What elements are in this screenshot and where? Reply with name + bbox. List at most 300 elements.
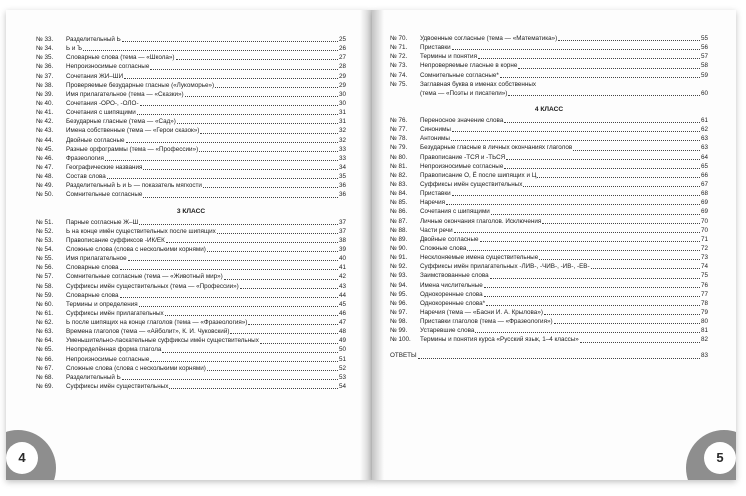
entry-number: № 64. bbox=[36, 337, 54, 345]
leader-dots bbox=[491, 214, 700, 215]
leader-dots bbox=[122, 41, 338, 42]
toc-entry bbox=[390, 180, 708, 189]
entry-title: Однокоренные слова bbox=[420, 290, 483, 298]
leader-dots bbox=[215, 87, 338, 88]
entry-number: № 48. bbox=[36, 173, 54, 181]
entry-page: 69 bbox=[700, 199, 708, 207]
entry-title: Несклоняемые имена существительные bbox=[420, 254, 539, 262]
entry-number: № 82. bbox=[390, 171, 408, 179]
entry-number: № 97. bbox=[390, 308, 408, 316]
entry-title: Проверяемые безударные гласные («Лукоморье») bbox=[66, 81, 215, 89]
entry-page: 47 bbox=[338, 319, 346, 327]
toc-entry bbox=[36, 35, 346, 44]
entry-number: № 39. bbox=[36, 90, 54, 98]
toc-entry bbox=[390, 52, 708, 61]
entry-number: № 72. bbox=[390, 53, 408, 61]
leader-dots bbox=[139, 224, 338, 225]
leader-dots bbox=[467, 250, 700, 251]
entry-number: № 34. bbox=[36, 45, 54, 53]
leader-dots bbox=[143, 197, 338, 198]
entry-title: Правописание -ТСЯ и -ТЬСЯ bbox=[420, 153, 506, 161]
entry-title: Ь и Ъ bbox=[66, 45, 83, 53]
leader-dots bbox=[143, 169, 338, 170]
toc-entry bbox=[390, 244, 708, 253]
toc-entry bbox=[36, 318, 346, 327]
entry-number: № 70. bbox=[390, 34, 408, 42]
leader-dots bbox=[124, 78, 338, 79]
toc-entry bbox=[390, 71, 708, 80]
entry-number: № 56. bbox=[36, 264, 54, 272]
entry-title: Имена собственные (тема — «Герои сказок») bbox=[66, 127, 200, 135]
left-page bbox=[6, 10, 372, 480]
leader-dots bbox=[260, 343, 338, 344]
entry-page: 33 bbox=[338, 145, 346, 153]
entry-number: № 89. bbox=[390, 235, 408, 243]
entry-number: № 59. bbox=[36, 291, 54, 299]
toc-entry bbox=[36, 190, 346, 199]
entry-page: 67 bbox=[700, 180, 708, 188]
toc-entry bbox=[36, 300, 346, 309]
leader-dots bbox=[230, 333, 338, 334]
leader-dots bbox=[150, 361, 338, 362]
leader-dots bbox=[207, 370, 338, 371]
toc-entry bbox=[390, 143, 708, 152]
entry-page: 30 bbox=[338, 99, 346, 107]
leader-dots bbox=[169, 388, 338, 389]
entry-title: Непроизносимые согласные bbox=[66, 355, 150, 363]
leader-dots bbox=[122, 379, 338, 380]
leader-dots bbox=[554, 323, 700, 324]
entry-title: Суффиксы имён существительных bbox=[420, 180, 523, 188]
entry-number: № 92. bbox=[390, 263, 408, 271]
leader-dots bbox=[140, 105, 338, 106]
entry-number: № 88. bbox=[390, 226, 408, 234]
entry-number: № 33. bbox=[36, 35, 54, 43]
toc-entry bbox=[390, 80, 708, 89]
leader-dots bbox=[504, 168, 700, 169]
entry-title: Сложные слова (слова с несколькими корнями) bbox=[66, 364, 206, 372]
entry-number: № 58. bbox=[36, 282, 54, 290]
section-heading-3: 3 КЛАСС bbox=[176, 207, 206, 215]
toc-entry bbox=[390, 317, 708, 326]
toc-entry bbox=[36, 62, 346, 71]
toc-entry bbox=[390, 281, 708, 290]
entry-page: 39 bbox=[338, 245, 346, 253]
entry-title: Фразеология bbox=[66, 154, 104, 162]
toc-entry bbox=[36, 346, 346, 355]
entry-page: 31 bbox=[338, 109, 346, 117]
page-badge-right bbox=[686, 430, 736, 480]
entry-page: 60 bbox=[700, 89, 708, 97]
entry-page: 29 bbox=[338, 72, 346, 80]
toc-entry bbox=[36, 227, 346, 236]
entry-number: № 46. bbox=[36, 154, 54, 162]
entry-page: 69 bbox=[700, 208, 708, 216]
toc-entry bbox=[390, 198, 708, 207]
entry-title: Термины и понятия bbox=[420, 53, 477, 61]
toc-entry bbox=[36, 245, 346, 254]
entry-page: 46 bbox=[338, 309, 346, 317]
leader-dots bbox=[217, 233, 338, 234]
leader-dots bbox=[537, 177, 700, 178]
entry-page: 36 bbox=[338, 191, 346, 199]
leader-dots bbox=[591, 268, 700, 269]
toc-entry bbox=[390, 226, 708, 235]
entry-title: Парные согласные Ж–Ш bbox=[66, 218, 139, 226]
entry-number: № 37. bbox=[36, 72, 54, 80]
toc-entry bbox=[390, 335, 708, 344]
leader-dots bbox=[177, 123, 338, 124]
toc-entry bbox=[390, 134, 708, 143]
entry-title: Словарные слова bbox=[66, 291, 119, 299]
entry-number: № 93. bbox=[390, 272, 408, 280]
entry-number: № 55. bbox=[36, 255, 54, 263]
entry-page: 52 bbox=[338, 364, 346, 372]
leader-dots bbox=[484, 287, 700, 288]
entry-page: 37 bbox=[338, 218, 346, 226]
entry-title: Сочетания с шипящими bbox=[420, 208, 490, 216]
entry-number: № 51. bbox=[36, 218, 54, 226]
toc-entry bbox=[390, 253, 708, 262]
entry-page: 71 bbox=[700, 235, 708, 243]
leader-dots bbox=[224, 279, 338, 280]
toc-entry bbox=[36, 154, 346, 163]
entry-title: Переносное значение слова bbox=[420, 116, 504, 124]
leader-dots bbox=[199, 151, 338, 152]
toc-entry bbox=[390, 162, 708, 171]
entry-title: Удвоенные согласные (тема — «Математика») bbox=[420, 34, 558, 42]
entry-number: № 53. bbox=[36, 236, 54, 244]
entry-number: № 35. bbox=[36, 54, 54, 62]
entry-number: № 100. bbox=[390, 336, 411, 344]
leader-dots bbox=[486, 305, 700, 306]
entry-number: № 63. bbox=[36, 328, 54, 336]
entry-title: Ь на конце имён существительных после шипящих bbox=[66, 227, 216, 235]
right-toc bbox=[390, 34, 708, 361]
leader-dots bbox=[452, 131, 700, 132]
entry-page: 56 bbox=[700, 44, 708, 52]
entry-title: Части речи bbox=[420, 226, 453, 234]
entry-title: Сочетания -ОРО-, -ОЛО- bbox=[66, 99, 139, 107]
leader-dots bbox=[128, 260, 338, 261]
leader-dots bbox=[539, 259, 700, 260]
leader-dots bbox=[166, 242, 338, 243]
entry-number: № 96. bbox=[390, 299, 408, 307]
toc-entry bbox=[390, 116, 708, 125]
leader-dots bbox=[518, 68, 700, 69]
entry-title: Однокоренные слова* bbox=[420, 299, 486, 307]
entry-title: Имена числительные bbox=[420, 281, 483, 289]
entry-page: 41 bbox=[338, 264, 346, 272]
entry-page: 63 bbox=[700, 144, 708, 152]
entry-title: Сочетания с шипящими bbox=[66, 109, 136, 117]
entry-title: Имя прилагательное (тема — «Сказки») bbox=[66, 90, 184, 98]
toc-entry bbox=[36, 291, 346, 300]
toc-entry bbox=[390, 34, 708, 43]
toc-entry bbox=[36, 282, 346, 291]
entry-title: Двойные согласные bbox=[420, 235, 479, 243]
entry-title: Непроверяемые гласные в корне bbox=[420, 62, 518, 70]
entry-page: 49 bbox=[338, 337, 346, 345]
entry-title: Наречия (тема — «Басни И. А. Крылова») bbox=[420, 308, 543, 316]
entry-number: № 73. bbox=[390, 62, 408, 70]
entry-page: 66 bbox=[700, 171, 708, 179]
toc-entry bbox=[36, 218, 346, 227]
entry-title: Сомнительные согласные bbox=[66, 191, 143, 199]
entry-title: Термины и определения bbox=[66, 300, 138, 308]
leader-dots bbox=[500, 77, 700, 78]
toc-entry bbox=[390, 262, 708, 271]
entry-page: 64 bbox=[700, 153, 708, 161]
entry-title: Суффиксы имён существительных bbox=[66, 383, 169, 391]
leader-dots bbox=[126, 142, 338, 143]
entry-number: № 60. bbox=[36, 300, 54, 308]
leader-dots bbox=[451, 140, 700, 141]
entry-page: 61 bbox=[700, 116, 708, 124]
leader-dots bbox=[580, 342, 700, 343]
entry-page: 32 bbox=[338, 136, 346, 144]
leader-dots bbox=[452, 195, 700, 196]
leader-dots bbox=[200, 133, 338, 134]
entry-page: 43 bbox=[338, 282, 346, 290]
entry-title: Заимствованные слова bbox=[420, 272, 489, 280]
entry-page: 77 bbox=[700, 290, 708, 298]
entry-page: 54 bbox=[338, 383, 346, 391]
toc-entry bbox=[390, 290, 708, 299]
toc-entry bbox=[390, 171, 708, 180]
toc-entry bbox=[36, 382, 346, 391]
entry-page: 37 bbox=[338, 227, 346, 235]
entry-number: № 42. bbox=[36, 118, 54, 126]
entry-title: Безударные гласные в личных окончаниях глаголов bbox=[420, 144, 573, 152]
entry-title: Приставки bbox=[420, 44, 451, 52]
entry-title: Состав слова bbox=[66, 173, 106, 181]
entry-page: 72 bbox=[700, 244, 708, 252]
leader-dots bbox=[120, 269, 338, 270]
leader-dots bbox=[544, 314, 700, 315]
entry-number: № 80. bbox=[390, 153, 408, 161]
entry-number: № 77. bbox=[390, 126, 408, 134]
entry-page: 80 bbox=[700, 318, 708, 326]
toc-entry bbox=[36, 136, 346, 145]
entry-number: № 50. bbox=[36, 191, 54, 199]
entry-number: № 38. bbox=[36, 81, 54, 89]
entry-title: Сомнительные согласные* bbox=[420, 71, 499, 79]
leader-dots bbox=[248, 324, 338, 325]
entry-page: 68 bbox=[700, 190, 708, 198]
entry-number: № 98. bbox=[390, 318, 408, 326]
entry-number: № 49. bbox=[36, 182, 54, 190]
entry-number: № 94. bbox=[390, 281, 408, 289]
entry-number: № 41. bbox=[36, 109, 54, 117]
entry-number: № 44. bbox=[36, 136, 54, 144]
entry-number: № 87. bbox=[390, 217, 408, 225]
entry-page: 73 bbox=[700, 254, 708, 262]
toc-entry bbox=[390, 326, 708, 335]
toc-entry bbox=[36, 181, 346, 190]
toc-entry bbox=[390, 153, 708, 162]
entry-title: Неопределённая форма глагола bbox=[66, 346, 162, 354]
entry-title: Безударные гласные (тема — «Сад») bbox=[66, 118, 176, 126]
leader-dots bbox=[240, 288, 338, 289]
entry-page: 34 bbox=[338, 163, 346, 171]
toc-entry bbox=[36, 126, 346, 135]
entry-page: 48 bbox=[338, 328, 346, 336]
entry-title: (тема — «Поэты и писатели») bbox=[420, 89, 508, 97]
leader-dots bbox=[83, 50, 338, 51]
entry-title: Непроизносимые согласные bbox=[420, 162, 504, 170]
leader-dots bbox=[165, 315, 338, 316]
toc-entry bbox=[36, 364, 346, 373]
toc-entry bbox=[36, 117, 346, 126]
entry-title: Правописание суффиксов -ИК/ЕК bbox=[66, 236, 165, 244]
entry-page: 76 bbox=[700, 281, 708, 289]
entry-number: № 71. bbox=[390, 44, 408, 52]
leader-dots bbox=[506, 159, 700, 160]
entry-page: 38 bbox=[338, 236, 346, 244]
toc-entry bbox=[390, 43, 708, 52]
entry-page: 31 bbox=[338, 118, 346, 126]
leader-dots bbox=[446, 204, 700, 205]
entry-number: № 91. bbox=[390, 254, 408, 262]
entry-page: 65 bbox=[700, 162, 708, 170]
entry-page: 81 bbox=[700, 327, 708, 335]
toc-entry bbox=[36, 309, 346, 318]
entry-number: № 78. bbox=[390, 135, 408, 143]
entry-title: Уменьшительно-ласкательные суффиксы имён существительных bbox=[66, 337, 259, 345]
toc-entry bbox=[36, 90, 346, 99]
entry-title: Словарные слова (тема — «Школа») bbox=[66, 54, 175, 62]
toc-entry bbox=[36, 355, 346, 364]
entry-page: 35 bbox=[338, 173, 346, 181]
entry-page: 53 bbox=[338, 373, 346, 381]
entry-number: № 83. bbox=[390, 180, 408, 188]
toc-entry-answers bbox=[390, 352, 708, 361]
leader-dots bbox=[120, 297, 338, 298]
entry-number: № 52. bbox=[36, 227, 54, 235]
toc-entry bbox=[36, 81, 346, 90]
entry-title: Наречия bbox=[420, 199, 446, 207]
right-page bbox=[372, 10, 736, 480]
entry-page: 75 bbox=[700, 272, 708, 280]
leader-dots bbox=[162, 352, 338, 353]
leader-dots bbox=[508, 95, 700, 96]
leader-dots bbox=[573, 150, 700, 151]
toc-entry bbox=[36, 254, 346, 263]
entry-page: 55 bbox=[700, 34, 708, 42]
entry-title: Приставки глаголов (тема — «Фразеология») bbox=[420, 318, 553, 326]
entry-number: № 76. bbox=[390, 116, 408, 124]
entry-number: № 47. bbox=[36, 163, 54, 171]
entry-number: № 54. bbox=[36, 245, 54, 253]
toc-entry bbox=[36, 172, 346, 181]
entry-title: Разделительный Ь и Ь — показатель мягкости bbox=[66, 182, 202, 190]
toc-entry bbox=[36, 336, 346, 345]
entry-title: Ь после шипящих на конце глаголов (тема — «Фразеология») bbox=[66, 319, 248, 327]
entry-page: 83 bbox=[700, 352, 708, 360]
entry-number: № 90. bbox=[390, 244, 408, 252]
toc-entry bbox=[390, 308, 708, 317]
entry-page: 51 bbox=[338, 355, 346, 363]
entry-page: 27 bbox=[338, 54, 346, 62]
entry-page: 25 bbox=[338, 35, 346, 43]
toc-entry bbox=[36, 53, 346, 62]
entry-number: № 99. bbox=[390, 327, 408, 335]
entry-title: Времена глаголов (тема — «Айболит», К. И. Чуковский) bbox=[66, 328, 230, 336]
entry-page: 63 bbox=[700, 135, 708, 143]
entry-number: № 66. bbox=[36, 355, 54, 363]
toc-entry bbox=[36, 272, 346, 281]
entry-page: 62 bbox=[700, 126, 708, 134]
entry-page: 30 bbox=[338, 90, 346, 98]
entry-title: Устаревшие слова bbox=[420, 327, 475, 335]
leader-dots bbox=[558, 40, 700, 41]
entry-title: Суффиксы имён прилагательных -ЛИВ-, -ЧИВ-, -ИВ-, -ЕВ- bbox=[420, 263, 590, 271]
entry-number: № 65. bbox=[36, 346, 54, 354]
entry-number: № 69. bbox=[36, 383, 54, 391]
entry-number: № 36. bbox=[36, 63, 54, 71]
toc-entry bbox=[36, 145, 346, 154]
toc-entry-continuation bbox=[390, 89, 708, 98]
entry-number: № 45. bbox=[36, 145, 54, 153]
entry-number: № 74. bbox=[390, 71, 408, 79]
entry-title: Сложные слова bbox=[420, 244, 467, 252]
toc-entry bbox=[36, 327, 346, 336]
entry-title: Сочетания ЖИ–ШИ bbox=[66, 72, 124, 80]
entry-title: Заглавная буква в именах собственных bbox=[420, 80, 537, 88]
entry-title: ОТВЕТЫ bbox=[390, 352, 417, 360]
leader-dots bbox=[484, 296, 700, 297]
leader-dots bbox=[185, 96, 338, 97]
toc-entry bbox=[390, 217, 708, 226]
leader-dots bbox=[176, 59, 338, 60]
leader-dots bbox=[490, 278, 700, 279]
toc-entry bbox=[390, 125, 708, 134]
entry-number: № 81. bbox=[390, 162, 408, 170]
entry-page: 78 bbox=[700, 299, 708, 307]
entry-title: Суффиксы имён существительных (тема — «Профессии») bbox=[66, 282, 239, 290]
page-badge-left bbox=[6, 430, 56, 480]
entry-number: № 43. bbox=[36, 127, 54, 135]
leader-dots bbox=[203, 187, 338, 188]
left-toc bbox=[36, 35, 346, 391]
entry-page: 40 bbox=[338, 255, 346, 263]
page-number-right: 5 bbox=[716, 450, 724, 465]
entry-page: 42 bbox=[338, 273, 346, 281]
entry-title: Личные окончания глаголов. Исключения bbox=[420, 217, 542, 225]
leader-dots bbox=[139, 306, 338, 307]
leader-dots bbox=[137, 114, 338, 115]
leader-dots bbox=[454, 232, 700, 233]
leader-dots bbox=[475, 332, 700, 333]
toc-entry bbox=[390, 271, 708, 280]
toc-entry bbox=[36, 373, 346, 382]
entry-title: Разные орфограммы (тема — «Профессии») bbox=[66, 145, 199, 153]
toc-entry bbox=[390, 189, 708, 198]
toc-entry bbox=[36, 44, 346, 53]
toc-entry bbox=[390, 235, 708, 244]
entry-title: Термины и понятия курса «Русский язык, 1–4 классы» bbox=[420, 336, 579, 344]
entry-page: 79 bbox=[700, 308, 708, 316]
leader-dots bbox=[150, 69, 338, 70]
entry-title: Географические названия bbox=[66, 163, 143, 171]
leader-dots bbox=[523, 186, 700, 187]
entry-title: Разделительный Ь bbox=[66, 373, 121, 381]
entry-title: Приставки bbox=[420, 190, 451, 198]
entry-number: № 57. bbox=[36, 273, 54, 281]
leader-dots bbox=[504, 122, 700, 123]
entry-number: № 86. bbox=[390, 208, 408, 216]
